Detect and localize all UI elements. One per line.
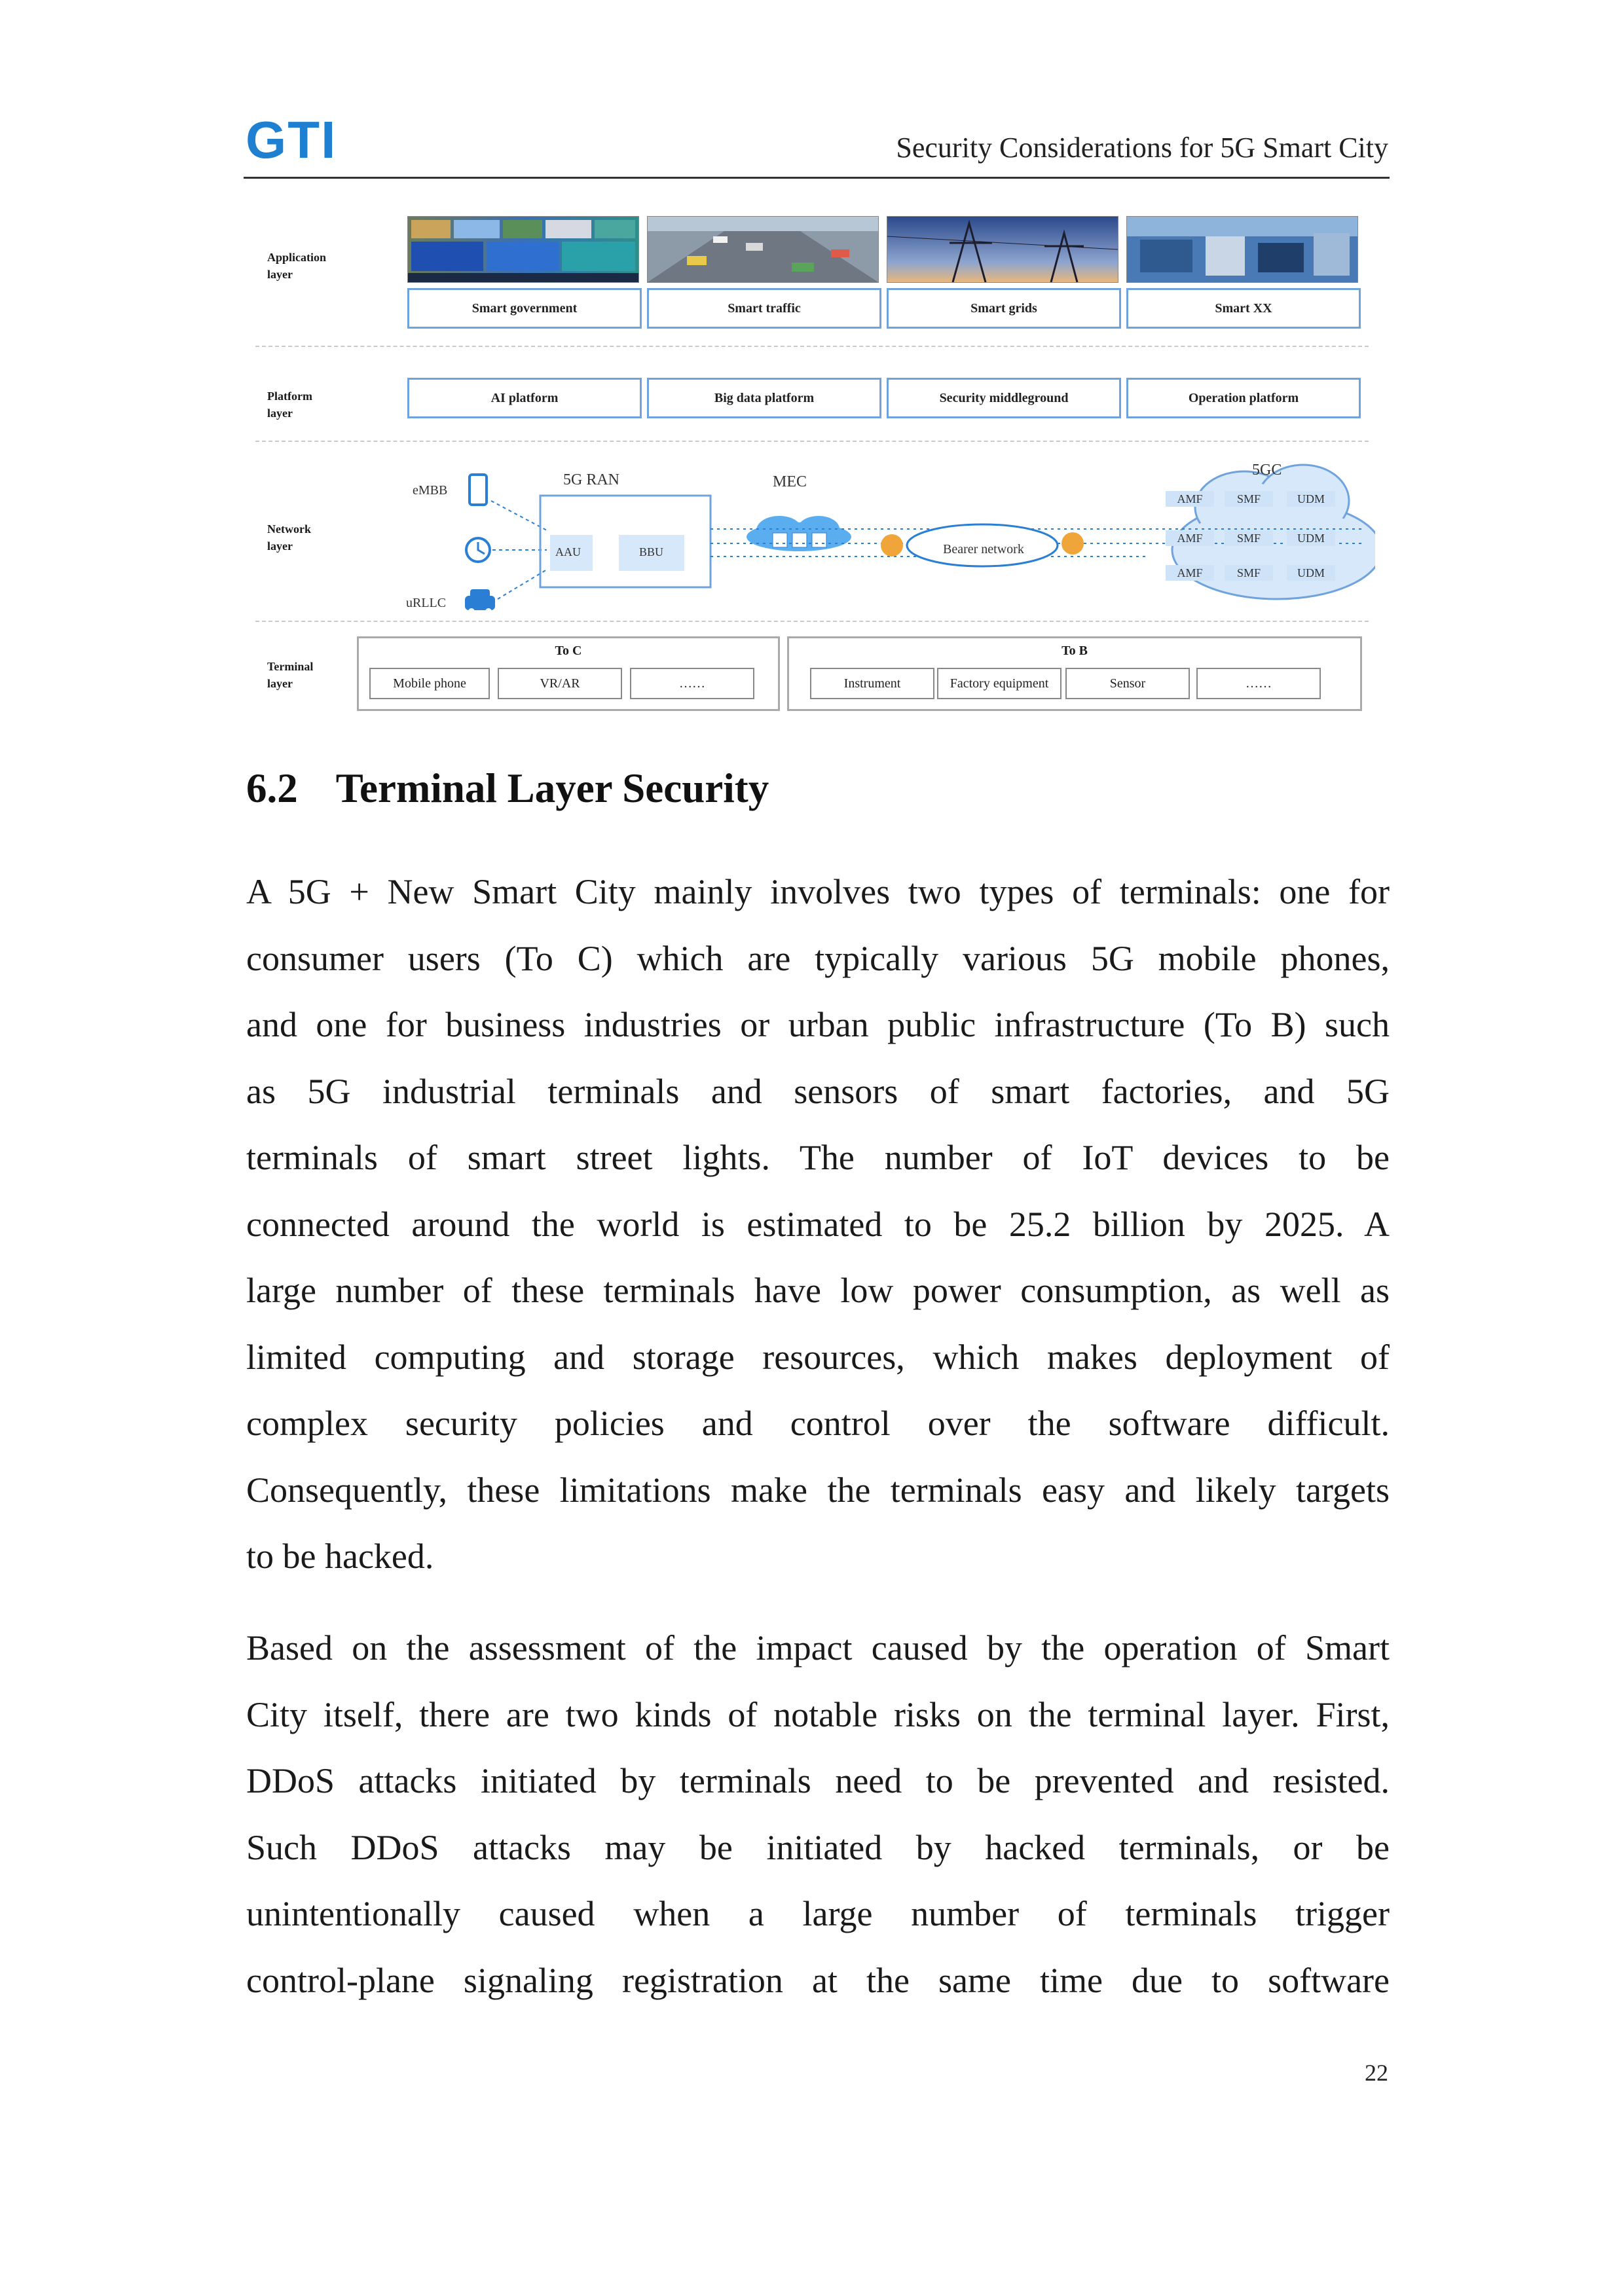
- big-data-platform-box: Big data platform: [647, 378, 881, 418]
- bbu-label: BBU: [639, 545, 664, 558]
- to-b-group: [787, 636, 1362, 711]
- car-icon: [465, 589, 495, 615]
- layer-separator: [255, 621, 1369, 622]
- smart-grids-box: Smart grids: [887, 288, 1121, 329]
- page-number: 22: [1365, 2060, 1388, 2086]
- running-title: Security Considerations for 5G Smart City: [896, 132, 1388, 164]
- text-line: consumer users (To C) which are typically various 5G mobile phones,: [246, 938, 1390, 978]
- factory-equipment-item: Factory equipment: [937, 668, 1061, 699]
- udm-function: UDM: [1287, 491, 1335, 507]
- amf-function: AMF: [1166, 491, 1214, 507]
- logo-text: GTI: [246, 115, 337, 164]
- sensor-item: Sensor: [1065, 668, 1190, 699]
- section-title: Terminal Layer Security: [335, 765, 769, 811]
- more-to-c-item: ……: [630, 668, 754, 699]
- amf-function: AMF: [1166, 530, 1214, 546]
- text-line: control-plane signaling registration at the same time due to software: [246, 1960, 1390, 2000]
- paragraph-1: [246, 859, 1390, 1590]
- more-to-b-item: ……: [1196, 668, 1321, 699]
- paragraph-2: [246, 1615, 1390, 2014]
- router-node-icon: [1061, 532, 1084, 555]
- ai-platform-box: AI platform: [407, 378, 642, 418]
- section-heading: [246, 765, 769, 812]
- platform-layer-label: Platform layer: [267, 390, 312, 420]
- router-node-icon: [881, 534, 903, 556]
- section-number: 6.2: [246, 765, 298, 811]
- udm-function: UDM: [1287, 565, 1335, 581]
- smf-function: SMF: [1225, 530, 1273, 546]
- embb-label: eMBB: [413, 483, 448, 498]
- gti-logo: [246, 115, 350, 164]
- security-middleground-box: Security middleground: [887, 378, 1121, 418]
- to-b-title: To B: [1061, 644, 1088, 658]
- text-line: terminals of smart street lights. The number of IoT devices to be: [246, 1138, 1390, 1177]
- amf-function: AMF: [1166, 565, 1214, 581]
- vr-ar-item: VR/AR: [498, 668, 622, 699]
- text-line: limited computing and storage resources, which makes deployment of: [246, 1337, 1390, 1377]
- text-line: large number of these terminals have low power consumption, as well as: [246, 1271, 1390, 1310]
- smart-government-box: Smart government: [407, 288, 642, 329]
- text-line: unintentionally caused when a large number of terminals trigger: [246, 1894, 1390, 1933]
- instrument-item: Instrument: [810, 668, 934, 699]
- text-line: DDoS attacks initiated by terminals need to be prevented and resisted.: [246, 1761, 1390, 1800]
- smf-function: SMF: [1225, 565, 1273, 581]
- smart-traffic-box: Smart traffic: [647, 288, 881, 329]
- header-divider: [244, 177, 1390, 179]
- text-line: as 5G industrial terminals and sensors of smart factories, and 5G: [246, 1071, 1390, 1111]
- aau-label: AAU: [555, 545, 581, 558]
- text-line: Such DDoS attacks may be initiated by hacked terminals, or be: [246, 1827, 1390, 1867]
- mec-cloud-icon: [747, 516, 851, 551]
- text-line: and one for business industries or urban public infrastructure (To B) such: [246, 1005, 1390, 1044]
- text-line: Based on the assessment of the impact caused by the operation of Smart: [246, 1628, 1390, 1667]
- network-layer-label: Network layer: [267, 522, 311, 553]
- smart-xx-box: Smart XX: [1126, 288, 1361, 329]
- udm-function: UDM: [1287, 530, 1335, 546]
- bearer-network-label: Bearer network: [943, 542, 1024, 556]
- 5g-ran-label: 5G RAN: [563, 471, 620, 488]
- architecture-figure: [249, 210, 1375, 720]
- urllc-label: uRLLC: [406, 596, 447, 610]
- text-line: Consequently, these limitations make the terminals easy and likely targets: [246, 1470, 1390, 1510]
- text-line: complex security policies and control over the software difficult.: [246, 1404, 1390, 1443]
- text-line: City itself, there are two kinds of notable risks on the terminal layer. First,: [246, 1694, 1390, 1734]
- to-c-group: [357, 636, 780, 711]
- mec-label: MEC: [773, 473, 807, 490]
- application-layer-label: Application layer: [267, 251, 327, 281]
- text-line: A 5G + New Smart City mainly involves two types of terminals: one for: [246, 872, 1390, 911]
- 5gc-label: 5GC: [1252, 462, 1282, 479]
- text-line: connected around the world is estimated to be 25.2 billion by 2025. A: [246, 1204, 1390, 1244]
- to-c-title: To C: [555, 644, 582, 658]
- text-line: to be hacked.: [246, 1537, 434, 1576]
- mobile-phone-item: Mobile phone: [369, 668, 490, 699]
- phone-icon: [470, 475, 487, 505]
- smf-function: SMF: [1225, 491, 1273, 507]
- operation-platform-box: Operation platform: [1126, 378, 1361, 418]
- terminal-layer-label: Terminal layer: [267, 660, 314, 690]
